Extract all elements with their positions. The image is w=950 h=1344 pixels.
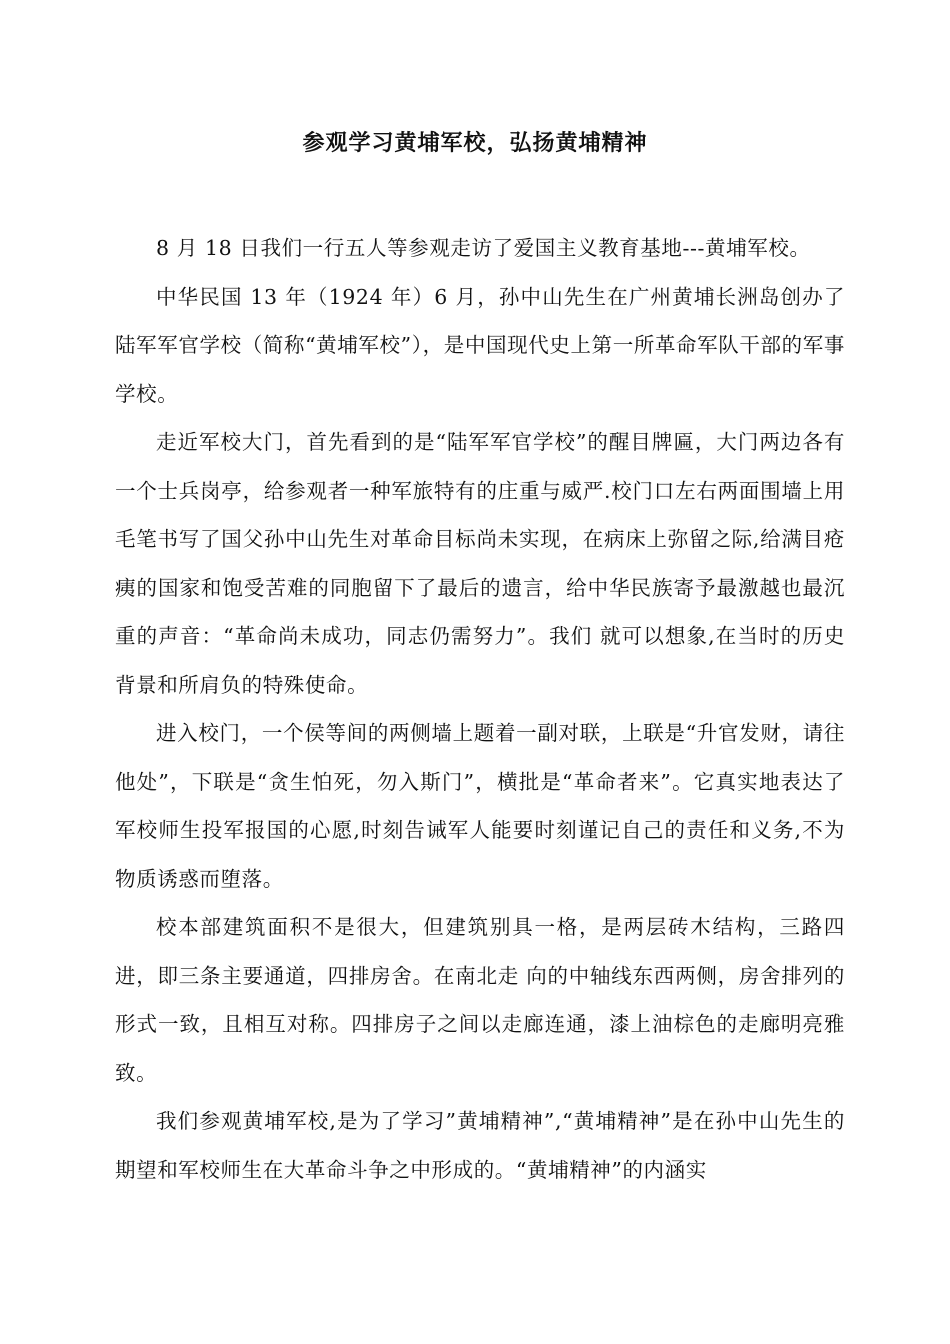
paragraph-main-gate: 走近军校大门，首先看到的是“陆军军官学校”的醒目牌匾，大门两边各有一个士兵岗亭，给参观者一种军旅特有的庄重与威严.校门口左右两面围墙上用毛笔书写了国父孙中山先生对革命目标尚未实现，在病床上弥留之际,给满目疮痍的国家和饱受苦难的同胞留下了最后的遗言，给中华民族寄予最激越也最沉重的声音：“革命尚未成功，同志仍需努力”。我们 就可以想象,在当时的历史背景和所肩负的特殊使命。	[115, 430, 845, 697]
paragraph-huangpu-spirit: 我们参观黄埔军校,是为了学习”黄埔精神”,“黄埔精神”是在孙中山先生的期望和军校师生在大革命斗争之中形成的。“黄埔精神”的内涵实	[115, 1109, 845, 1182]
document-body	[115, 224, 845, 1194]
document-title: 参观学习黄埔军校，弘扬黄埔精神	[302, 131, 648, 156]
paragraph-couplet: 进入校门，一个侯等间的两侧墙上题着一副对联，上联是“升官发财，请往他处”，下联是“贪生怕死，勿入斯门”，横批是“革命者来”。它真实地表达了军校师生投军报国的心愿,时刻告诫军人能要时刻谨记自己的责任和义务,不为物质诱惑而堕落。	[115, 721, 845, 891]
paragraph-history: 中华民国 13 年（1924 年）6 月，孙中山先生在广州黄埔长洲岛创办了陆军军官学校（简称“黄埔军校”），是中国现代史上第一所革命军队干部的军事学校。	[115, 284, 845, 406]
paragraph-architecture: 校本部建筑面积不是很大，但建筑别具一格，是两层砖木结构，三路四进，即三条主要通道，四排房舍。在南北走 向的中轴线东西两侧，房舍排列的形式一致，且相互对称。四排房子之间以走廊连通，漆上油棕色的走廊明亮雅致。	[115, 915, 845, 1085]
paragraph-visit-intro: 8 月 18 日我们一行五人等参观走访了爱国主义教育基地---黄埔军校。	[156, 236, 811, 260]
